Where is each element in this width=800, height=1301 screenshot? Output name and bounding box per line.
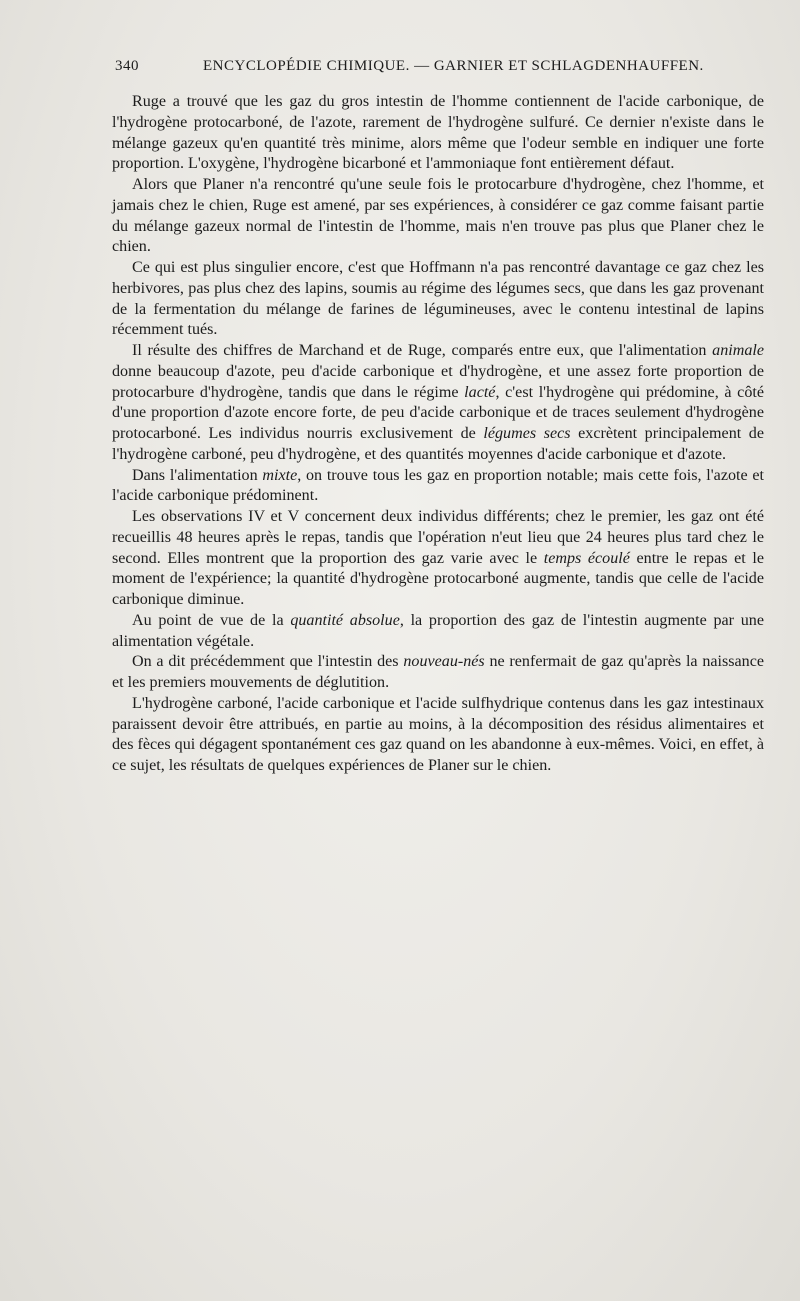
paragraph	[112, 466, 764, 508]
paragraph	[112, 652, 764, 694]
italic-text: temps écoulé	[543, 549, 630, 567]
running-head: ENCYCLOPÉDIE CHIMIQUE. — GARNIER ET SCHLAGDENHAUFFEN.	[203, 58, 704, 74]
italic-text: mixte	[262, 466, 298, 484]
text-run: excrètent principalement de l'hydrogène carboné, peu d'hydrogène, et des quantités moyennes d'acide carbonique et d'azote.	[112, 425, 764, 463]
italic-text: légumes secs	[483, 425, 571, 442]
text-run: , la proportion des gaz de l'intestin augmente par une alimentation végétale.	[112, 611, 764, 650]
italic-text: nouveau-nés	[403, 653, 485, 671]
italic-text: animale	[712, 342, 764, 359]
text-run: L'hydrogène carboné, l'acide carbonique et l'acide sulfhydrique contenus dans les gaz intestinaux paraissent devoir être attribués, en partie au moins, à la décomposition des résidus alimentaires et des fèces qui dégagent spontanément ces gaz quand on les abandonne à eux-mêmes. Voici, en effet, à ce sujet, les résultats de quelques expériences de Planer sur le chien.	[112, 694, 764, 774]
text-run: Il résulte des chiffres de Marchand et de Ruge, comparés entre eux, que l'alimentation	[132, 342, 713, 359]
text-run: donne beaucoup d'azote, peu d'acide carbonique et d'hydrogène, et une assez forte proportion de protocarbure d'hydrogène, tandis que dans le régime	[112, 362, 764, 401]
paragraph	[112, 694, 764, 777]
text-run: , on trouve tous les gaz en proportion notable; mais cette fois, l'azote et l'acide carbonique prédominent.	[112, 466, 764, 505]
text-run: On a dit précédemment que l'intestin des	[132, 653, 404, 671]
italic-text: quantité absolue	[290, 611, 400, 629]
text-run: Alors que Planer n'a rencontré qu'une seule fois le protocarbure d'hydrogène, chez l'homme, et jamais chez le chien, Ruge est amené, par ses expériences, à considérer ce gaz comme faisant partie du mélange gazeux normal de l'intestin de l'homme, mais n'en trouve pas plus que Planer chez le chien.	[112, 176, 764, 256]
text-run: , c'est l'hydrogène qui prédomine, à côté d'une proportion d'azote encore forte, de peu d'acide carbonique et de traces seulement d'hydrogène protocarboné. Les individus nourris exclusivement de	[112, 383, 764, 442]
page-number: 340	[115, 58, 139, 74]
paragraph	[112, 175, 764, 258]
paragraph	[112, 258, 764, 341]
text-run: Ruge a trouvé que les gaz du gros intestin de l'homme contiennent de l'acide carbonique, de l'hydrogène protocarboné, de l'azote, rarement de l'hydrogène sulfuré. Ce dernier n'existe dans le mélange gazeux qu'en quantité très minime, alors même que l'odeur semble en indiquer une forte proportion. L'oxygène, l'hydrogène bicarboné et l'ammoniaque font entièrement défaut.	[112, 93, 764, 173]
italic-text: lacté	[464, 383, 496, 401]
page-header	[115, 58, 704, 82]
body-text	[112, 92, 764, 777]
text-run: Ce qui est plus singulier encore, c'est que Hoffmann n'a pas rencontré davantage ce gaz chez les herbivores, pas plus chez des lapins, soumis au régime des légumes secs, que dans les gaz provenant de la fermentation du mélange de farines de légumineuses, avec le contenu intestinal de lapins récemment tués.	[112, 259, 764, 339]
paragraph	[112, 92, 764, 175]
text-run: entre le repas et le moment de l'expérience; la quantité d'hydrogène protocarboné augmente, tandis que celle de l'acide carbonique diminue.	[112, 549, 764, 608]
text-run: ne renfermait de gaz qu'après la naissance et les premiers mouvements de déglutition.	[112, 653, 765, 691]
paragraph	[112, 611, 764, 653]
paragraph	[112, 507, 764, 611]
text-run: Au point de vue de la	[132, 611, 291, 629]
paragraph	[112, 341, 764, 466]
text-run: Dans l'alimentation	[132, 466, 263, 484]
text-run: Les observations IV et V concernent deux individus différents; chez le premier, les gaz ont été recueillis 48 heures après le repas, tandis que l'opération n'eut lieu que 24 heures plus tard chez le second. Elles montrent que la proportion des gaz varie avec le	[112, 508, 764, 567]
